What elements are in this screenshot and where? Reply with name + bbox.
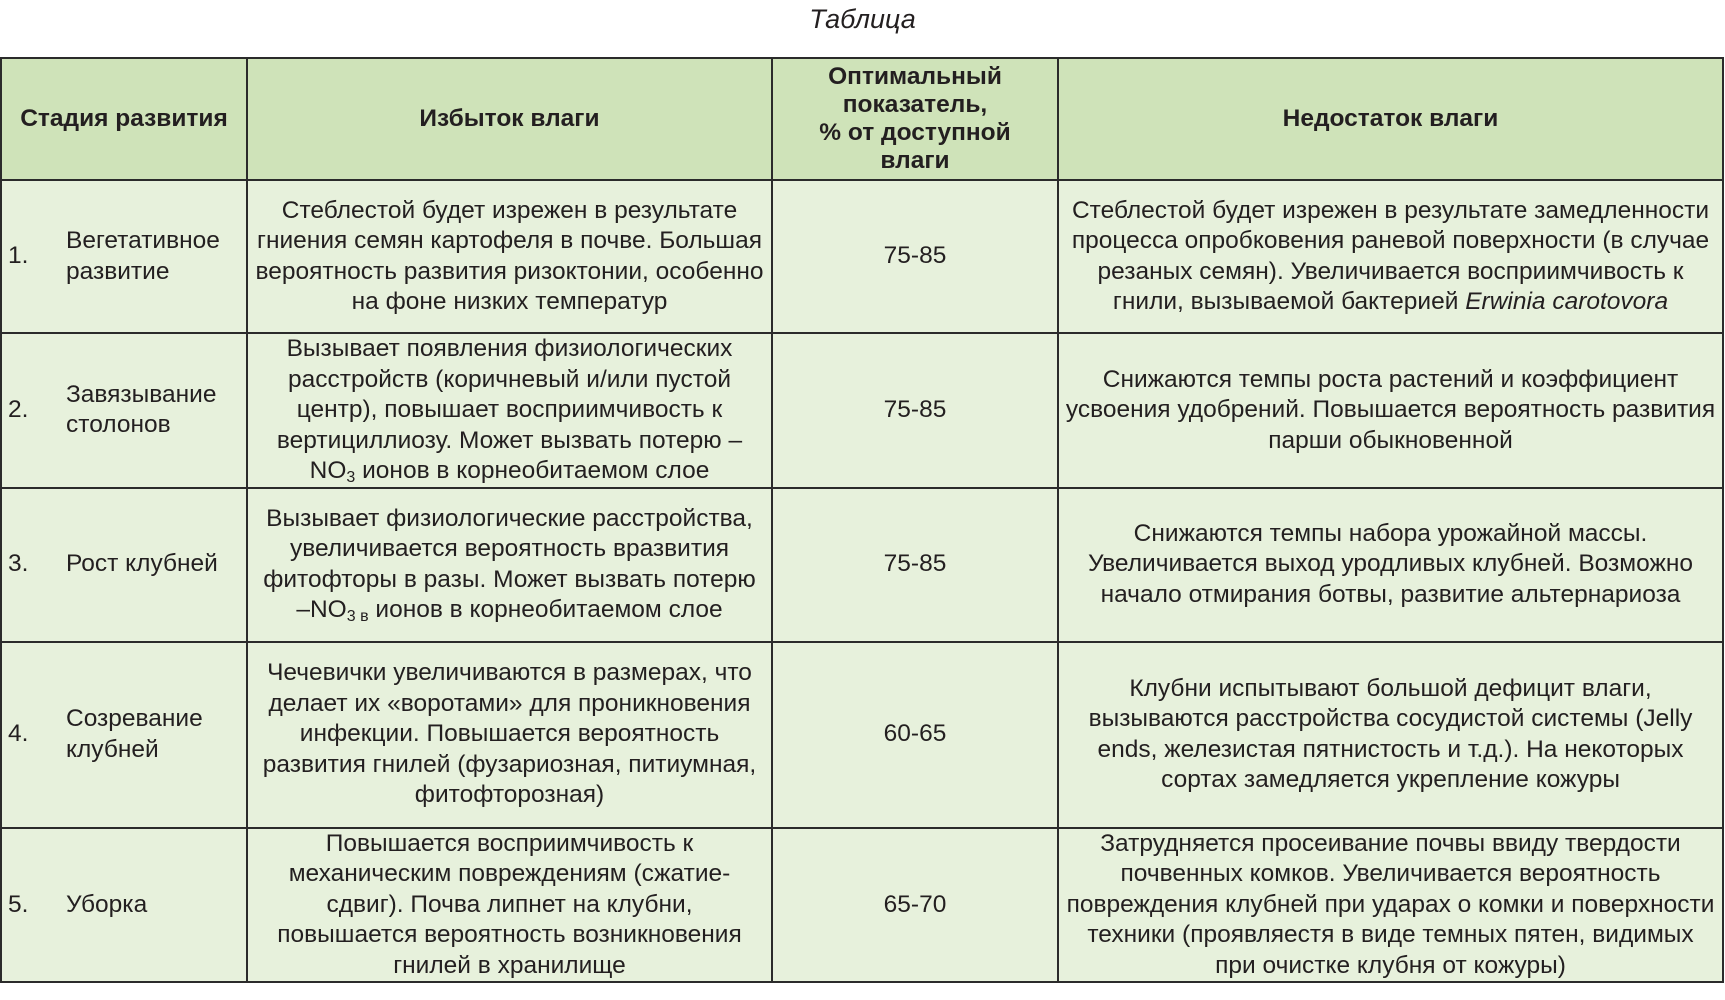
stage-number: 5. bbox=[8, 890, 29, 918]
header-stage: Стадия развития bbox=[1, 58, 247, 180]
header-optimal bbox=[772, 58, 1058, 180]
stage-number: 3. bbox=[8, 550, 29, 578]
stage-cell bbox=[1, 828, 247, 983]
stage-cell bbox=[1, 642, 247, 828]
stage-name: Рост клубней bbox=[66, 550, 218, 578]
header-optimal-line: % от доступной bbox=[819, 119, 1011, 146]
moisture-table bbox=[0, 57, 1724, 983]
stage-name: Уборка bbox=[66, 890, 148, 918]
stage-number: 2. bbox=[8, 396, 29, 423]
table-row bbox=[1, 333, 1723, 488]
excess-text-tail: ионов в корнеобитаемом слое bbox=[375, 596, 723, 623]
optimal-cell: 75-85 bbox=[772, 333, 1058, 488]
optimal-cell: 75-85 bbox=[772, 180, 1058, 333]
header-optimal-line: влаги bbox=[880, 147, 950, 174]
table-row bbox=[1, 488, 1723, 642]
excess-cell: Повышается восприимчивость к механическим повреждениям (сжатие-сдвиг). Почва липнет на клубни, повышается вероятность возникновения гнилей в хранилище bbox=[247, 828, 772, 983]
optimal-cell: 65-70 bbox=[772, 828, 1058, 983]
stage-name: Завязывание столонов bbox=[66, 380, 217, 439]
stage-number: 4. bbox=[8, 720, 29, 748]
excess-text-tail: ионов в корнеобитаемом слое bbox=[362, 457, 710, 484]
stage-number: 1. bbox=[8, 242, 29, 270]
stage-name: Вегетативное развитие bbox=[66, 227, 220, 285]
header-optimal-line: показатель, bbox=[842, 91, 988, 118]
excess-cell: Стеблестой будет изрежен в результате гниения семян картофеля в почве. Большая вероятность развития ризоктонии, особенно на фоне низких температур bbox=[247, 180, 772, 333]
deficit-cell: Затрудняется просеивание почвы ввиду твердости почвенных комков. Увеличивается вероятность повреждения клубней при ударах о комки и поверхности техники (проявляестя в виде темных пятен, видимых при очистке клубня от кожуры) bbox=[1058, 828, 1723, 983]
deficit-cell: Снижаются темпы роста растений и коэффициент усвоения удобрений. Повышается вероятность развития парши обыкновенной bbox=[1058, 333, 1723, 488]
stage-name: Созревание клубней bbox=[66, 705, 203, 763]
header-deficit: Недостаток влаги bbox=[1058, 58, 1723, 180]
table-row bbox=[1, 180, 1723, 333]
excess-cell: Чечевички увеличиваются в размерах, что делает их «воротами» для проникновения инфекции. Повышается вероятность развития гнилей (фузариозная, питиумная, фитофторозная) bbox=[247, 642, 772, 828]
stage-cell bbox=[1, 180, 247, 333]
table-row bbox=[1, 642, 1723, 828]
excess-cell bbox=[247, 333, 772, 488]
table-row bbox=[1, 828, 1723, 983]
deficit-cell bbox=[1058, 180, 1723, 333]
excess-text: Вызывает появления физиологических расстройств (коричневый и/или пустой центр), повышает восприимчивость к вертициллиозу. Может вызвать потерю – bbox=[276, 335, 743, 454]
chem-subscript: 3 bbox=[346, 469, 356, 486]
header-row bbox=[1, 58, 1723, 180]
excess-text: Вызывает физиологические расстройства, увеличивается вероятность вразвития фитофторы в разы. Может вызвать потерю –NO bbox=[263, 504, 756, 623]
table-caption: Таблица bbox=[809, 4, 916, 34]
deficit-cell: Клубни испытывают большой дефицит влаги, вызываются расстройства сосудистой системы (Jelly ends, железистая пятнистость и т.д.). На некоторых сортах замедляется укрепление кожуры bbox=[1058, 642, 1723, 828]
optimal-cell: 60-65 bbox=[772, 642, 1058, 828]
chem-subscript: 3 в bbox=[346, 608, 369, 625]
stage-cell bbox=[1, 488, 247, 642]
deficit-cell: Снижаются темпы набора урожайной массы. Увеличивается выход уродливых клубней. Возможно начало отмирания ботвы, развитие альтернариоза bbox=[1058, 488, 1723, 642]
optimal-cell: 75-85 bbox=[772, 488, 1058, 642]
header-excess: Избыток влаги bbox=[247, 58, 772, 180]
chem-formula: NO bbox=[309, 457, 347, 484]
stage-cell bbox=[1, 333, 247, 488]
deficit-text: Стеблестой будет изрежен в результате замедленности процесса опробковения раневой поверхности (в случае резаных семян). Увеличивается восприимчивость к гнили, вызываемой бактерией bbox=[1071, 196, 1710, 315]
species-name: Erwinia carotovora bbox=[1465, 288, 1669, 315]
header-optimal-line: Оптимальный bbox=[828, 63, 1002, 90]
excess-cell bbox=[247, 488, 772, 642]
